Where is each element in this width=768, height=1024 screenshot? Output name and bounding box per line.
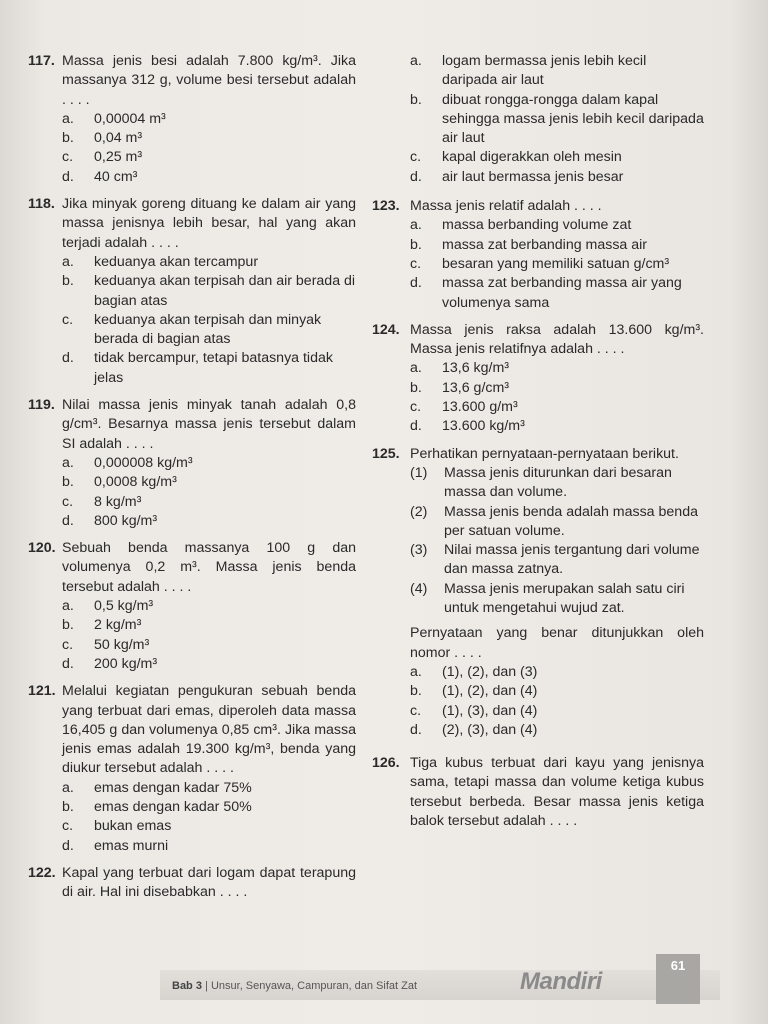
option-letter: c. (62, 149, 74, 166)
statement-1 (410, 464, 704, 503)
left-column (28, 52, 356, 910)
question-number: 120. (28, 540, 56, 557)
question-123 (372, 197, 704, 313)
question-125 (372, 445, 704, 740)
question-text: Tiga kubus terbuat dari kayu yang jenisnya sama, tetapi massa dan volume ketiga kubus tersebut berbeda. Besar massa jenis ketiga balok tersebut adalah . . . . (410, 755, 704, 829)
statement-number: (3) (410, 542, 428, 559)
question-text: Perhatikan pernyataan-pernyataan berikut. (410, 445, 679, 462)
option-d (410, 274, 704, 313)
option-b (410, 236, 704, 255)
option-d (62, 655, 356, 674)
option-text: 40 cm³ (94, 168, 138, 185)
option-letter: b. (62, 273, 74, 290)
option-d (62, 349, 356, 388)
chapter-label: Bab 3 (172, 980, 202, 992)
question-number: 123. (372, 198, 400, 215)
option-a (410, 52, 704, 91)
option-c (410, 702, 704, 721)
chapter-info (172, 980, 417, 992)
option-text: 13,6 g/cm³ (442, 379, 510, 396)
option-b (410, 379, 704, 398)
option-c (62, 148, 356, 167)
option-text: 0,0008 kg/m³ (94, 474, 177, 491)
question-117 (28, 52, 356, 187)
option-letter: c. (410, 149, 422, 166)
question-text: Massa jenis relatif adalah . . . . (410, 198, 602, 215)
question-120 (28, 539, 356, 674)
option-text: 13.600 g/m³ (442, 399, 518, 416)
option-text: 0,5 kg/m³ (94, 598, 154, 615)
option-letter: c. (62, 311, 74, 328)
statement-text: Massa jenis benda adalah massa benda per satuan volume. (444, 503, 698, 539)
option-text: (2), (3), dan (4) (442, 721, 538, 738)
option-letter: b. (62, 130, 74, 147)
question-126 (372, 754, 704, 831)
footer-separator: | (205, 980, 208, 992)
option-letter: a. (410, 663, 422, 680)
option-b (62, 473, 356, 492)
brand-logo: Mandiri (520, 968, 602, 995)
option-b (62, 129, 356, 148)
option-text: (1), (3), dan (4) (442, 702, 538, 719)
option-text: tidak bercampur, tetapi batasnya tidak jelas (94, 350, 333, 386)
option-a (410, 663, 704, 682)
option-text: 0,00004 m³ (94, 110, 166, 127)
question-122 (28, 864, 356, 903)
chapter-title: Unsur, Senyawa, Campuran, dan Sifat Zat (210, 980, 418, 992)
option-letter: a. (62, 598, 74, 615)
option-letter: d. (62, 168, 74, 185)
option-text: keduanya akan terpisah dan air berada di bagian atas (94, 273, 356, 309)
question-124 (372, 321, 704, 437)
question-119 (28, 396, 356, 531)
option-b (62, 272, 356, 311)
option-text: 800 kg/m³ (94, 512, 158, 529)
question-number: 121. (28, 683, 56, 700)
option-letter: a. (62, 253, 74, 270)
option-letter: c. (410, 702, 422, 719)
option-letter: c. (410, 255, 422, 272)
option-text: 0,000008 kg/m³ (94, 454, 193, 471)
question-number: 119. (28, 397, 55, 414)
option-text: logam bermassa jenis lebih kecil daripada air laut (442, 53, 647, 89)
option-letter: a. (410, 360, 422, 377)
option-d (62, 168, 356, 187)
option-c (410, 398, 704, 417)
option-letter: d. (410, 721, 422, 738)
option-text: 2 kg/m³ (94, 617, 142, 634)
question-number: 118. (28, 196, 55, 213)
option-letter: b. (62, 798, 74, 815)
statement-number: (4) (410, 580, 428, 597)
option-a (410, 359, 704, 378)
option-d (410, 168, 704, 187)
question-text: Massa jenis besi adalah 7.800 kg/m³. Jika massanya 312 g, volume besi tersebut adalah . . . . (62, 53, 356, 108)
option-text: massa berbanding volume zat (442, 217, 632, 234)
option-letter: d. (410, 275, 422, 292)
question-text: Jika minyak goreng dituang ke dalam air yang massa jenisnya lebih besar, hal yang akan terjadi adalah . . . . (62, 196, 356, 251)
option-a (410, 216, 704, 235)
option-d (62, 837, 356, 856)
option-c (410, 255, 704, 274)
option-text: massa zat berbanding massa air yang volumenya sama (442, 275, 682, 311)
option-text: 0,25 m³ (94, 149, 143, 166)
option-a (62, 779, 356, 798)
statement-number: (2) (410, 503, 428, 520)
question-121 (28, 682, 356, 856)
question-text: Kapal yang terbuat dari logam dapat terapung di air. Hal ini disebabkan . . . . (62, 864, 356, 901)
option-letter: a. (410, 217, 422, 234)
option-text: kapal digerakkan oleh mesin (442, 149, 622, 166)
option-a (62, 110, 356, 129)
question-number: 117. (28, 53, 55, 69)
page-number: 61 (656, 954, 700, 1004)
option-text: 13.600 kg/m³ (442, 418, 525, 435)
question-number: 126. (372, 755, 400, 772)
option-c (62, 636, 356, 655)
option-c (410, 148, 704, 167)
question-text: Nilai massa jenis minyak tanah adalah 0,8 g/cm³. Besarnya massa jenis tersebut dalam SI adalah . . . . (62, 397, 356, 452)
page-footer (0, 960, 768, 1008)
question-text: Melalui kegiatan pengukuran sebuah benda yang terbuat dari emas, diperoleh data massa 16,405 g dan volumenya 0,85 cm³. Jika massa jenis emas adalah 19.300 kg/m³, benda yang diukur tersebut adalah . . . . (62, 683, 356, 777)
question-122-options (410, 52, 704, 187)
option-text: bukan emas (94, 818, 172, 835)
statement-text: Massa jenis merupakan salah satu ciri untuk mengetahui wujud zat. (444, 580, 685, 617)
option-text: keduanya akan tercampur (94, 253, 259, 270)
option-letter: d. (62, 837, 74, 854)
option-text: emas dengan kadar 50% (94, 798, 252, 815)
right-column (372, 52, 704, 839)
statement-text: Nilai massa jenis tergantung dari volume dan massa zatnya. (444, 542, 700, 578)
option-letter: a. (62, 454, 74, 471)
option-a (62, 253, 356, 272)
statement-number: (1) (410, 464, 428, 481)
option-c (62, 817, 356, 836)
question-prompt: Pernyataan yang benar ditunjukkan oleh nomor . . . . (410, 625, 704, 661)
option-letter: b. (62, 617, 74, 634)
option-c (62, 311, 356, 350)
question-number: 124. (372, 321, 400, 338)
option-letter: a. (62, 779, 74, 796)
option-letter: c. (62, 493, 74, 510)
option-letter: c. (62, 818, 74, 835)
option-letter: d. (410, 168, 422, 185)
option-text: massa zat berbanding massa air (442, 236, 648, 253)
option-letter: c. (410, 399, 422, 416)
question-text: Massa jenis raksa adalah 13.600 kg/m³. Massa jenis relatifnya adalah . . . . (410, 321, 704, 358)
option-text: air laut bermassa jenis besar (442, 168, 624, 185)
option-letter: d. (62, 655, 74, 672)
question-text: Sebuah benda massanya 100 g dan volumenya 0,2 m³. Massa jenis benda tersebut adalah . . . . (62, 540, 356, 595)
option-letter: b. (410, 379, 422, 396)
option-text: 200 kg/m³ (94, 655, 158, 672)
option-letter: d. (62, 512, 74, 529)
option-letter: d. (410, 418, 422, 435)
option-b (410, 91, 704, 149)
option-text: 0,04 m³ (94, 130, 143, 147)
option-text: besaran yang memiliki satuan g/cm³ (442, 255, 670, 272)
option-d (410, 721, 704, 740)
statement-text: Massa jenis diturunkan dari besaran massa dan volume. (444, 464, 672, 501)
question-118 (28, 195, 356, 388)
option-letter: d. (62, 350, 74, 367)
option-b (62, 616, 356, 635)
option-letter: b. (410, 236, 422, 253)
option-b (62, 798, 356, 817)
option-letter: b. (410, 683, 422, 700)
option-letter: b. (410, 91, 422, 108)
option-text: 8 kg/m³ (94, 493, 142, 510)
statement-3 (410, 541, 704, 580)
question-number: 125. (372, 445, 400, 462)
option-c (62, 493, 356, 512)
option-text: (1), (2), dan (4) (442, 683, 538, 700)
option-d (62, 512, 356, 531)
option-text: emas dengan kadar 75% (94, 779, 252, 796)
option-b (410, 682, 704, 701)
option-text: 13,6 kg/m³ (442, 360, 510, 377)
option-letter: c. (62, 636, 74, 653)
option-letter: a. (410, 53, 422, 69)
option-a (62, 454, 356, 473)
statement-2 (410, 503, 704, 542)
option-a (62, 597, 356, 616)
question-number: 122. (28, 864, 56, 881)
option-d (410, 417, 704, 436)
option-text: emas murni (94, 837, 169, 854)
statement-4 (410, 580, 704, 619)
option-letter: b. (62, 474, 74, 491)
option-text: 50 kg/m³ (94, 636, 150, 653)
option-text: (1), (2), dan (3) (442, 663, 538, 680)
option-text: dibuat rongga-rongga dalam kapal sehingga massa jenis lebih kecil daripada air laut (442, 91, 704, 147)
option-letter: a. (62, 110, 74, 127)
option-text: keduanya akan terpisah dan minyak berada di bagian atas (94, 311, 322, 348)
